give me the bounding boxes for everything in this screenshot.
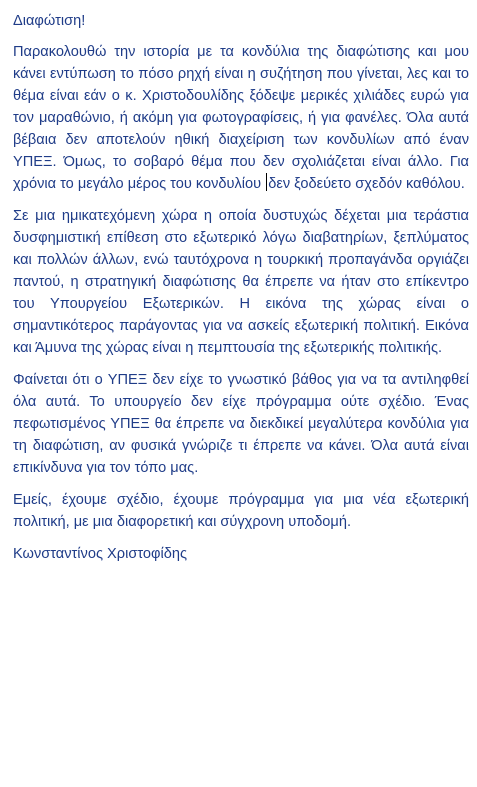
paragraph-1-text-before-caret: Παρακολουθώ την ιστορία με τα κονδύλια της διαφώτισης και μου κάνει εντύπωση το πόσο ρηχή είναι η συζήτηση που γίνεται, λες και το θέμα είναι εάν ο κ. Χριστοδουλίδης ξόδεψε μερικές χιλιάδες ευρώ για τον μαραθώνιο, ή ακόμη για φωτογραφίσεις, ή για φανέλες. Όλα αυτά βέβαια δεν αποτελούν ηθική διαχείριση των κονδυλίων από έναν ΥΠΕΞ. Όμως, το σοβαρό θέμα που δεν σχολιάζεται είναι άλλο. Για χρόνια το μεγάλο μέρος του κονδυλίου	[13, 44, 469, 192]
paragraph-1-text-after-caret: δεν ξοδεύετο σχεδόν καθόλου.	[268, 176, 465, 192]
document-body[interactable]	[13, 10, 469, 565]
paragraph-2: Σε μια ημικατεχόμενη χώρα η οποία δυστυχώς δέχεται μια τεράστια δυσφημιστική επίθεση στο εξωτερικό λόγω διαβατηρίων, ξεπλύματος και πολλών άλλων, ενώ ταυτόχρονα η τουρκική προπαγάνδα οργιάζει παντού, η στρατηγική διαφώτισης θα έπρεπε να ήταν στο επίκεντρο του Υπουργείου Εξωτερικών. Η εικόνα της χώρας είναι ο σημαντικότερος παράγοντας για να ασκείς εξωτερική πολιτική. Εικόνα και Άμυνα της χώρας είναι η πεμπτουσία της εξωτερικής πολιτικής.	[13, 208, 469, 356]
paragraph-4: Εμείς, έχουμε σχέδιο, έχουμε πρόγραμμα για μια νέα εξωτερική πολιτική, με μια διαφορετική και σύγχρονη υποδομή.	[13, 492, 469, 530]
greeting-heading: Διαφώτιση!	[13, 13, 86, 29]
paragraph-3: Φαίνεται ότι ο ΥΠΕΞ δεν είχε το γνωστικό βάθος για να τα αντιληφθεί όλα αυτά. Το υπουργείο δεν είχε πρόγραμμα ούτε σχέδιο. Ένας πεφωτισμένος ΥΠΕΞ θα έπρεπε να διεκδικεί μεγαλύτερα κονδύλια για τη διαφώτιση, αν φυσικά γνώριζε τι έπρεπε να κάνει. Όλα αυτά είναι επικίνδυνα για τον τόπο μας.	[13, 372, 469, 476]
paragraph-1	[13, 41, 469, 195]
signature: Κωνσταντίνος Χριστοφίδης	[13, 546, 187, 562]
